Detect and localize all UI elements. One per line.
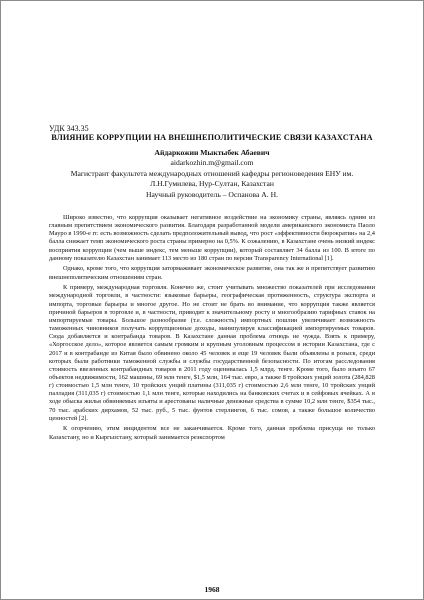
article-body (49, 214, 375, 444)
author-affiliation-line-2: Л.Н.Гумилева, Нур-Султан, Казахстан (150, 179, 274, 189)
paragraph-2: Однако, кроме того, что коррупция затормаживает экономическое развитие, она так же и препятствует развитию внешнеполитическим отношениям стран. (49, 265, 375, 281)
page-number: 1968 (204, 585, 220, 594)
author-name: Айдаркожин Мыктыбек Абаевич (154, 148, 270, 157)
author-email: aidarkozhin.m@gmail.com (170, 158, 254, 168)
author-block (31, 148, 393, 200)
paragraph-3: К примеру, международная торговля. Конечно же, стоит учитывать множество показателей при исследовании международной торговли, в частности: языковые барьеры, географическая протяженность, структура экспорта и импорта, торговые барьеры и многое другое. Но не стоит не брать во внимание, что коррупция также является причиной барьеров в торговле и, в частности, приводит к значительному росту и многообразию тарифных ставок на импортируемые товары. Большое разнообразие (т.е. сложность) импортных пошлин увеличивает возможность таможенных чиновников получать коррупционные доходы, манипулируя классификацией импортируемых товаров. Сюда добавляется и контрабанда товаров. В Казахстане данная проблема отнюдь не чужда. Взять к примеру, «Хоргосское дело», которое является самым громким и крупным уголовным процессом в истории Казахстана, где с 2017 и в контрабанде из Китая было обвинено около 45 человек и еще 19 человек были объявлены в розыск, среди которых были работники таможенной службы и службы государственной безопасности. По итогам расследования стоимость ввезенных контрабандных товаров в 2011 году оценивалась 1,5 млрд. тенге. Кроме того, было изъято 67 объектов недвижимости, 162 машины, 69 млн тенге, $1,5 млн, 164 тыс. евро, а также 8 тройских унций золота (284,828 г) стоимостью 1,5 млн тенге, 10 тройских унций платины (311,035 г) стоимостью 2,6 млн тенге, 10 тройских унций палладия (311,035 г) стоимостью 1,1 млн тенге, которые находились на банковских счетах и в сейфовых ячейках. А в ходе обыска жилья обвиняемых изъяты и арестованы наличные денежные средства в сумме 10,2 млн тенге, $354 тыс., 70 тыс. арабских дирхамов, 52 тыс. руб., 5 тыс. фунтов стерлингов, 6 тыс. сомов, а также большое количество ценностей [2]. (49, 284, 375, 422)
udk-code: УДК 343.35 (49, 124, 89, 133)
paragraph-1: Широко известно, что коррупция оказывает негативное воздействие на экономику страны, являясь одним из главным препятствием экономического развития. Благодаря разработанной модели американского экономиста Паоло Мауро в 1990-е гг. есть возможность сделать предположительный вывод, что рост «эффективности бюрократии» на 2,4 балла снижает темп экономического роста страны примерно на 0,5%. К сожалению, в Казахстане очень низкий индекс восприятия коррупции (чем выше индекс, тем меньше коррупции), который составляет 34 балла из 100. В итоге по данному показателю Казахстан занимает 113 место из 180 стран по версии Transparency International [1]. (49, 214, 375, 262)
scientific-supervisor: Научный руководитель – Оспанова А. Н. (146, 189, 278, 199)
paragraph-4: К огорчению, этим инцидентом все не заканчивается. Кроме того, данная проблема присуща не только Казахстану, но и Кыргызстану, который занимается реэкспортом (49, 425, 375, 441)
article-title: ВЛИЯНИЕ КОРРУПЦИИ НА ВНЕШНЕПОЛИТИЧЕСКИЕ СВЯЗИ КАЗАХСТАНА (51, 133, 373, 142)
author-affiliation-line-1: Магистрант факультета международных отношений кафедры регионоведения ЕНУ им. (70, 168, 354, 178)
